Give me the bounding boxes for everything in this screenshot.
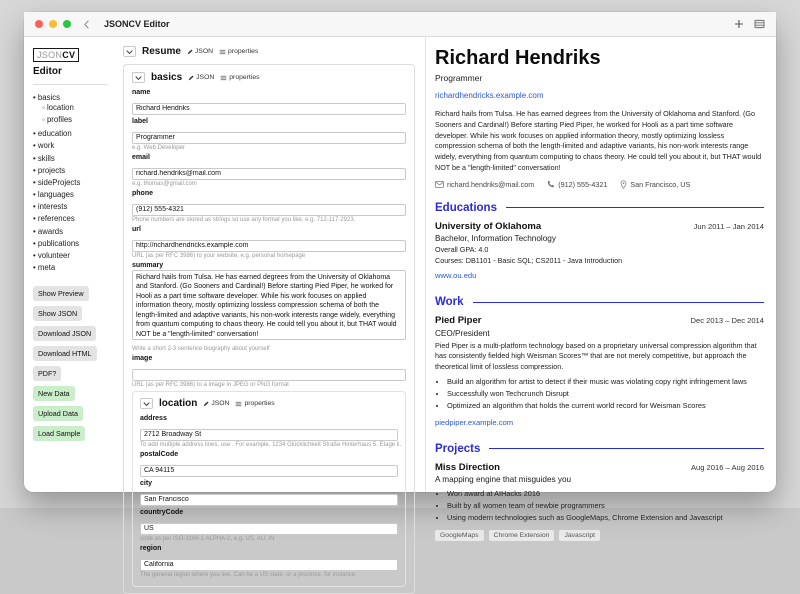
image-field xyxy=(132,355,406,388)
sidebar-item-skills[interactable]: • skills xyxy=(33,152,108,164)
resume-section-title: Resume xyxy=(142,46,181,57)
section-nav xyxy=(33,91,108,274)
sidebar-item-education[interactable]: • education xyxy=(33,128,108,140)
postalcode-field xyxy=(140,451,398,477)
upload-data-button[interactable]: Upload Data xyxy=(33,406,83,421)
sidebar-item-awards[interactable]: • awards xyxy=(33,225,108,237)
basics-collapse-button[interactable] xyxy=(132,72,145,83)
summary-textarea[interactable] xyxy=(132,270,406,340)
project-keywords xyxy=(435,530,764,541)
education-courses: Courses: DB1101 - Basic SQL; CS2011 - Java Introduction xyxy=(435,256,623,266)
tab-overview-button[interactable] xyxy=(754,19,765,29)
url-input[interactable] xyxy=(132,240,406,252)
education-entry xyxy=(435,221,764,284)
phone-field-label: phone xyxy=(132,190,153,197)
app-window xyxy=(24,12,776,578)
address-field xyxy=(140,415,402,448)
show-preview-button[interactable]: Show Preview xyxy=(33,286,89,301)
window-title: JSONCV Editor xyxy=(104,19,170,29)
titlebar xyxy=(24,12,776,37)
education-dates: Jun 2011 – Jan 2014 xyxy=(693,221,764,231)
app-logo: JSONCV xyxy=(33,48,79,62)
sidebar-divider xyxy=(33,84,108,85)
chevron-left-icon xyxy=(83,20,90,29)
url-field xyxy=(132,226,406,259)
list-icon xyxy=(219,49,226,55)
postalcode-field-label: postalCode xyxy=(140,451,179,458)
education-link[interactable]: www.ou.edu xyxy=(435,271,477,281)
project-highlights xyxy=(435,488,764,524)
new-data-button[interactable]: New Data xyxy=(33,386,75,401)
basics-section xyxy=(123,64,415,594)
city-field-label: city xyxy=(140,480,153,487)
sidebar-item-meta[interactable]: • meta xyxy=(33,262,108,274)
preview-summary: Richard hails from Tulsa. He has earned degrees from the University of Oklahoma and Stanford. (Go Sooners and Cardinal!) Before starting Pied Piper, he worked for Hooli as a part time software developer. While his work focuses on applied information theory, mostly optimizing lossless compression schema of both the length-limited and adaptive variants, his non-work interests range widely, everything from quantum computing to chaos theory. He could tell you about it, but THAT would NOT be a "length-limited" conversation! xyxy=(435,109,762,172)
work-position: CEO/President xyxy=(435,328,490,338)
project-description: A mapping engine that misguides you xyxy=(435,475,572,485)
new-tab-button[interactable] xyxy=(734,19,744,29)
sidebar xyxy=(24,37,115,492)
pencil-icon xyxy=(187,49,193,55)
label-input[interactable] xyxy=(132,132,406,144)
city-field xyxy=(140,480,398,506)
contact-email: richard.hendriks@mail.com xyxy=(435,180,534,189)
work-highlight: • Successfully won Techcrunch Disrupt xyxy=(447,388,764,400)
location-section-title: location xyxy=(159,398,198,409)
summary-field-label: summary xyxy=(132,262,164,269)
countrycode-field-label: countryCode xyxy=(140,509,184,516)
list-icon xyxy=(235,401,242,407)
sidebar-item-basics[interactable]: • basics ◦ location ◦ profiles xyxy=(33,91,108,128)
project-dates: Aug 2016 – Aug 2016 xyxy=(690,462,764,472)
location-section xyxy=(132,391,406,587)
show-json-button[interactable]: Show JSON xyxy=(33,306,82,321)
sidebar-item-work[interactable]: • work xyxy=(33,140,108,152)
resume-preview-panel xyxy=(426,37,776,539)
image-field-hint: URL (as per RFC 3986) to a image in JPEG or PNG format xyxy=(132,382,289,388)
sidebar-item-references[interactable]: • references xyxy=(33,213,108,225)
heading-rule xyxy=(473,302,764,303)
keyword-badge: GoogleMaps xyxy=(435,530,484,541)
keyword-badge: Chrome Extension xyxy=(489,530,555,541)
download-json-button[interactable]: Download JSON xyxy=(33,326,96,341)
preview-name: Richard Hendriks xyxy=(435,47,601,69)
region-input[interactable] xyxy=(140,559,398,571)
project-highlight: • Won award at AIHacks 2016 xyxy=(447,488,764,500)
image-field-label: image xyxy=(132,355,153,362)
work-link[interactable]: piedpiper.example.com xyxy=(435,417,514,427)
work-dates: Dec 2013 – Dec 2014 xyxy=(690,316,764,326)
close-button[interactable] xyxy=(35,20,43,28)
resume-section-header xyxy=(123,46,415,57)
keyword-badge: Javascript xyxy=(559,530,600,541)
work-highlight: • Build an algorithm for artist to detect if their music was violating copy right infringement laws xyxy=(447,376,764,388)
address-input[interactable] xyxy=(140,429,398,441)
region-field xyxy=(140,545,398,578)
projects-heading: Projects xyxy=(435,443,764,455)
basics-section-title: basics xyxy=(151,72,183,83)
map-pin-icon xyxy=(620,180,627,189)
name-field-label: name xyxy=(132,89,151,96)
sidebar-actions xyxy=(33,286,108,441)
educations-heading: Educations xyxy=(435,202,764,214)
contact-location: San Francisco, US xyxy=(620,180,690,189)
countrycode-input[interactable] xyxy=(140,523,398,535)
email-field xyxy=(132,154,406,187)
project-highlight: • Built by all women team of newbie programmers xyxy=(447,500,764,512)
preview-role: Programmer xyxy=(435,73,483,83)
postalcode-input[interactable] xyxy=(140,465,398,477)
label-field xyxy=(132,118,406,151)
chevron-down-icon xyxy=(135,75,142,81)
education-institution: University of Oklahoma xyxy=(435,220,542,232)
editor-form-panel xyxy=(115,37,426,578)
location-json-toggle[interactable]: JSON xyxy=(203,400,229,407)
sidebar-subtitle: Editor xyxy=(33,66,62,77)
education-gpa: Overall GPA: 4.0 xyxy=(435,245,489,255)
countrycode-field-hint: code as per ISO-3166-1 ALPHA-2, e.g. US, AU, IN xyxy=(140,536,275,542)
download-html-button[interactable]: Download HTML xyxy=(33,346,97,361)
minimize-button[interactable] xyxy=(49,20,57,28)
preview-contact-row xyxy=(435,180,764,189)
phone-field-hint: Phone numbers are stored as strings so use any format you like, e.g. 712-117-2923. xyxy=(132,217,356,223)
traffic-lights xyxy=(35,20,71,28)
sidebar-item-profiles[interactable]: ◦ profiles xyxy=(42,114,108,126)
work-summary: Pied Piper is a multi-platform technology based on a proprietary universal compression algorithm that has consistently fielded high Weisman Scores™ that are not merely competitive, but approach the theoretical limit of lossless compression. xyxy=(435,340,757,371)
phone-icon xyxy=(547,180,555,188)
work-highlights xyxy=(435,376,764,412)
summary-field xyxy=(132,262,406,352)
location-section-header xyxy=(140,398,398,409)
region-field-hint: The general region where you live. Can be a US state, or a province, for instance. xyxy=(140,572,357,578)
image-input[interactable] xyxy=(132,369,406,381)
sidebar-item-volunteer[interactable]: • volunteer xyxy=(33,249,108,261)
education-degree: Bachelor, Information Technology xyxy=(435,234,556,244)
sidebar-item-languages[interactable]: • languages xyxy=(33,189,108,201)
project-name: Miss Direction xyxy=(435,461,500,473)
list-icon xyxy=(220,75,227,81)
pencil-icon xyxy=(203,401,209,407)
work-highlight: • Optimized an algorithm that holds the current world record for Weisman Scores xyxy=(447,400,764,412)
tab-overview-icon xyxy=(754,19,765,29)
sidebar-item-publications[interactable]: • publications xyxy=(33,237,108,249)
location-properties-toggle[interactable]: properties xyxy=(235,400,274,407)
url-field-label: url xyxy=(132,226,141,233)
location-collapse-button[interactable] xyxy=(140,398,153,409)
heading-rule xyxy=(489,448,764,449)
chevron-down-icon xyxy=(126,49,133,55)
project-entry xyxy=(435,462,764,541)
pencil-icon xyxy=(188,75,194,81)
zoom-button[interactable] xyxy=(63,20,71,28)
label-field-hint: e.g. Web Developer xyxy=(132,145,185,151)
countrycode-field xyxy=(140,509,398,542)
work-entry xyxy=(435,315,764,429)
project-highlight: • Using modern technologies such as GoogleMaps, Chrome Extension and Javascript xyxy=(447,512,764,524)
work-company: Pied Piper xyxy=(435,315,482,327)
name-input[interactable] xyxy=(132,103,406,115)
sidebar-item-sideprojects[interactable]: • sideProjects xyxy=(33,176,108,188)
region-field-label: region xyxy=(140,545,162,552)
basics-json-toggle[interactable]: JSON xyxy=(188,74,214,81)
sidebar-item-interests[interactable]: • interests xyxy=(33,201,108,213)
email-field-hint: e.g. thomas@gmail.com xyxy=(132,181,197,187)
chevron-down-icon xyxy=(143,401,150,407)
summary-field-hint: Write a short 2-3 sentence biography about yourself xyxy=(132,346,270,352)
envelope-icon xyxy=(435,181,444,188)
address-field-label: address xyxy=(140,415,167,422)
phone-input[interactable] xyxy=(132,204,406,216)
email-input[interactable] xyxy=(132,168,406,180)
basics-section-header xyxy=(132,72,406,83)
plus-icon xyxy=(734,19,744,29)
load-sample-button[interactable]: Load Sample xyxy=(33,426,85,441)
label-field-label: label xyxy=(132,118,148,125)
url-field-hint: URL (as per RFC 3986) to your website, e.g. personal homepage xyxy=(132,253,306,259)
sidebar-item-location[interactable]: ◦ location xyxy=(42,102,108,114)
resume-collapse-button[interactable] xyxy=(123,46,136,57)
preview-website-link[interactable]: richardhendricks.example.com xyxy=(435,91,544,100)
name-field xyxy=(132,89,406,115)
sidebar-item-projects[interactable]: • projects xyxy=(33,164,108,176)
pdf-button[interactable]: PDF? xyxy=(33,366,61,381)
city-input[interactable] xyxy=(140,494,398,506)
resume-json-toggle[interactable]: JSON xyxy=(187,48,213,55)
address-field-hint: To add multiple address lines, use . For example, 1234 Glücklichkeit Straße Hinterhaus 5. Etage li. xyxy=(140,442,402,448)
back-button[interactable] xyxy=(81,20,92,29)
basics-properties-toggle[interactable]: properties xyxy=(220,74,259,81)
resume-properties-toggle[interactable]: properties xyxy=(219,48,258,55)
email-field-label: email xyxy=(132,154,150,161)
phone-field xyxy=(132,190,406,223)
work-heading: Work xyxy=(435,296,764,308)
contact-phone: (912) 555-4321 xyxy=(547,180,607,189)
heading-rule xyxy=(506,207,764,208)
